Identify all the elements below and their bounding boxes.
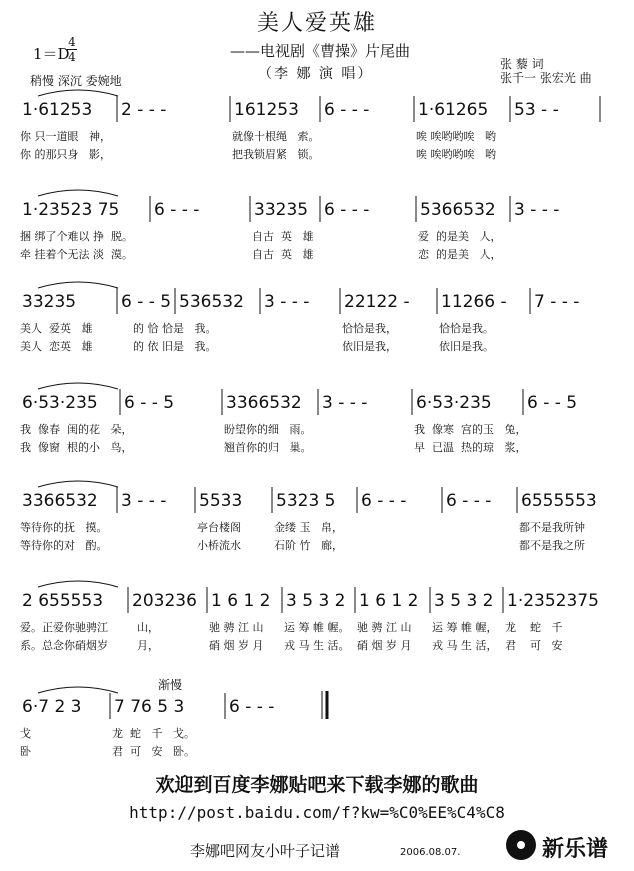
promo-text: 欢迎到百度李娜贴吧来下载李娜的歌曲 bbox=[155, 774, 479, 796]
logo-text: 新乐谱 bbox=[542, 837, 609, 862]
measure-notes: 1·61253 bbox=[22, 100, 93, 120]
measure-notes: 11266 - bbox=[441, 292, 507, 312]
measure-notes: 1 6 1 2 bbox=[211, 591, 271, 611]
song-subtitle: ——电视剧《曹操》片尾曲 bbox=[230, 42, 411, 60]
time-signature-top: 4 bbox=[68, 35, 76, 49]
slur bbox=[38, 687, 118, 693]
slur bbox=[38, 190, 118, 196]
lyric-verse-1: 盼望你的细 雨。 bbox=[224, 423, 312, 436]
slur bbox=[38, 481, 118, 487]
lyric-verse-2: 把我锁眉紧 锁。 bbox=[232, 148, 320, 161]
lyric-verse-1: 自古 英 雄 bbox=[252, 230, 314, 243]
lyric-verse-2: 君 可 安 bbox=[505, 639, 563, 652]
measure-notes: 1·23523 75 bbox=[22, 200, 120, 220]
measure-notes: 536532 bbox=[179, 292, 244, 312]
transcriber-credit: 李娜吧网友小叶子记谱 bbox=[190, 842, 341, 860]
measure-notes: 3 - - - bbox=[322, 393, 368, 413]
measure-notes: 6 - - - bbox=[324, 200, 370, 220]
measure-notes: 3 - - - bbox=[121, 491, 167, 511]
measure-notes: 1 6 1 2 bbox=[359, 591, 419, 611]
measure-notes: 5323 5 bbox=[276, 491, 336, 511]
lyric-verse-2: 都不是我之所 bbox=[519, 539, 585, 552]
lyric-verse-2: 戎 马 生 活。 bbox=[284, 639, 350, 652]
measure-notes: 5366532 bbox=[420, 200, 496, 220]
measure-notes: 53 - - bbox=[514, 100, 559, 120]
lyric-verse-2: 美人 恋英 雄 bbox=[20, 340, 93, 353]
lyric-verse-2: 唉 唉哟哟唉 哟 bbox=[416, 148, 496, 161]
measure-notes: 33235 bbox=[22, 292, 77, 312]
measure-notes: 6555553 bbox=[521, 491, 597, 511]
measure-notes: 6·53·235 bbox=[22, 393, 98, 413]
lyric-verse-2: 硝 烟 岁 月 bbox=[209, 639, 264, 652]
measure-notes: 6 - - - bbox=[361, 491, 407, 511]
lyric-verse-2: 的 依 旧是 我。 bbox=[119, 340, 217, 353]
measure-notes: 3366532 bbox=[226, 393, 302, 413]
measure-notes: 6 - - 5 bbox=[124, 393, 175, 413]
lyric-verse-1: 龙 蛇 千 戈。 bbox=[112, 727, 195, 740]
download-url[interactable]: http://post.baidu.com/f?kw=%C0%EE%C4%C8 bbox=[129, 803, 505, 822]
measure-notes: 3 - - - bbox=[264, 292, 310, 312]
lyric-verse-1: 运 筹 帷 幄， bbox=[432, 621, 498, 634]
measure-notes: 3 5 3 2 bbox=[434, 591, 494, 611]
lyric-verse-1: 捆 绑了个难以 挣 脱。 bbox=[20, 230, 133, 243]
measure-notes: 5533 bbox=[199, 491, 243, 511]
measure-notes: 6 - - 5 bbox=[121, 292, 172, 312]
slur bbox=[38, 282, 118, 288]
lyric-verse-1: 龙 蛇 千 bbox=[505, 621, 563, 634]
measure-notes: 2 - - - bbox=[121, 100, 167, 120]
lyric-verse-1: 戈 bbox=[20, 727, 31, 740]
lyric-verse-1: 就像十根绳 索。 bbox=[232, 130, 320, 143]
lyric-verse-2: 卧 bbox=[20, 745, 31, 758]
lyric-verse-1: 都不是我所钟 bbox=[519, 521, 585, 534]
lyric-verse-2: 戎 马 生 活， bbox=[432, 639, 498, 652]
key-signature: 1＝D bbox=[33, 45, 70, 63]
lyric-verse-2: 自古 英 雄 bbox=[252, 248, 314, 261]
lyric-verse-2: 早 已温 热的琼 浆， bbox=[414, 441, 527, 454]
measure-notes: 6 - - - bbox=[324, 100, 370, 120]
lyric-verse-1: 亭台楼阁 bbox=[197, 521, 241, 534]
singer: （李 娜 演 唱） bbox=[258, 66, 374, 82]
measure-notes: 2 655553 bbox=[22, 591, 104, 611]
slur bbox=[38, 90, 118, 96]
measure-notes: 7 - - - bbox=[534, 292, 580, 312]
lyric-verse-2: 我 像窗 根的小 鸟， bbox=[20, 441, 133, 454]
lyric-verse-1: 等待你的抚 摸。 bbox=[20, 521, 108, 534]
lyric-verse-1: 你 只一道眼 神， bbox=[20, 130, 111, 143]
measure-notes: 22122 - bbox=[344, 292, 410, 312]
lyric-verse-1: 美人 爱英 雄 bbox=[20, 322, 93, 335]
lyric-verse-1: 恰恰是我。 bbox=[439, 322, 494, 335]
measure-notes: 6 - - - bbox=[229, 697, 275, 717]
lyric-verse-2: 恋 的是美 人， bbox=[418, 248, 502, 261]
slur bbox=[38, 383, 118, 389]
lyric-verse-1: 运 筹 帷 幄。 bbox=[284, 621, 350, 634]
lyric-verse-1: 驰 骋 江 山 bbox=[357, 621, 412, 634]
measure-notes: 6 - - - bbox=[154, 200, 200, 220]
measure-notes: 1·2352375 bbox=[507, 591, 599, 611]
site-logo[interactable] bbox=[506, 830, 626, 864]
measure-notes: 6·7 2 3 bbox=[22, 697, 82, 717]
lyric-verse-2: 石阶 竹 廊， bbox=[274, 539, 343, 552]
lyric-verse-1: 唉 唉哟哟唉 哟 bbox=[416, 130, 496, 143]
measure-notes: 6 - - 5 bbox=[527, 393, 578, 413]
lyric-verse-2: 小桥流水 bbox=[197, 539, 241, 552]
measure-notes: 33235 bbox=[254, 200, 309, 220]
measure-notes: 6·53·235 bbox=[416, 393, 492, 413]
lyric-verse-2: 依旧是我， bbox=[342, 340, 397, 353]
lyric-verse-2: 牵 挂着个无法 淡 漠。 bbox=[20, 248, 133, 261]
record-disc-icon bbox=[506, 830, 536, 860]
lyric-verse-2: 月， bbox=[130, 639, 159, 652]
measure-notes: 6 - - - bbox=[446, 491, 492, 511]
lyric-verse-1: 山， bbox=[130, 621, 159, 634]
ritardando-mark: 渐慢 bbox=[158, 678, 183, 692]
lyric-verse-1: 我 像寒 宫的玉 兔， bbox=[414, 423, 527, 436]
tempo-marking: 稍慢 深沉 委婉地 bbox=[30, 74, 122, 88]
measure-notes: 203236 bbox=[132, 591, 197, 611]
measure-notes: 3 5 3 2 bbox=[286, 591, 346, 611]
lyric-verse-1: 爱。正爱你驰骋江 bbox=[20, 621, 108, 634]
measure-notes: 1·61265 bbox=[418, 100, 489, 120]
lyric-verse-2: 翘首你的归 巢。 bbox=[224, 441, 312, 454]
time-signature-bottom: 4 bbox=[68, 50, 76, 64]
lyric-verse-2: 硝 烟 岁 月 bbox=[357, 639, 412, 652]
lyric-verse-2: 依旧是我。 bbox=[439, 340, 494, 353]
lyric-verse-2: 系。总念你硝烟岁 bbox=[20, 639, 108, 652]
lyricist-credit: 张 藜 词 bbox=[500, 57, 544, 71]
composer-credit: 张千一 张宏光 曲 bbox=[500, 71, 592, 85]
lyric-verse-2: 你 的那只身 影， bbox=[20, 148, 111, 161]
measure-notes: 3366532 bbox=[22, 491, 98, 511]
measure-notes: 7 76 5 3 bbox=[114, 697, 185, 717]
transcription-date: 2006.08.07. bbox=[400, 847, 461, 858]
measure-notes: 3 - - - bbox=[514, 200, 560, 220]
measure-notes: 161253 bbox=[234, 100, 299, 120]
lyric-verse-1: 爱 的是美 人， bbox=[418, 230, 502, 243]
lyric-verse-1: 金缕 玉 帛， bbox=[274, 521, 343, 534]
lyric-verse-1: 驰 骋 江 山 bbox=[209, 621, 264, 634]
song-title: 美人爱英雄 bbox=[256, 11, 377, 36]
slur bbox=[38, 581, 118, 587]
lyric-verse-2: 君 可 安 卧。 bbox=[112, 745, 195, 758]
lyric-verse-2: 等待你的对 酌。 bbox=[20, 539, 108, 552]
lyric-verse-1: 的 恰 恰是 我。 bbox=[119, 322, 217, 335]
lyric-verse-1: 我 像春 闺的花 朵， bbox=[20, 423, 133, 436]
lyric-verse-1: 恰恰是我， bbox=[342, 322, 397, 335]
